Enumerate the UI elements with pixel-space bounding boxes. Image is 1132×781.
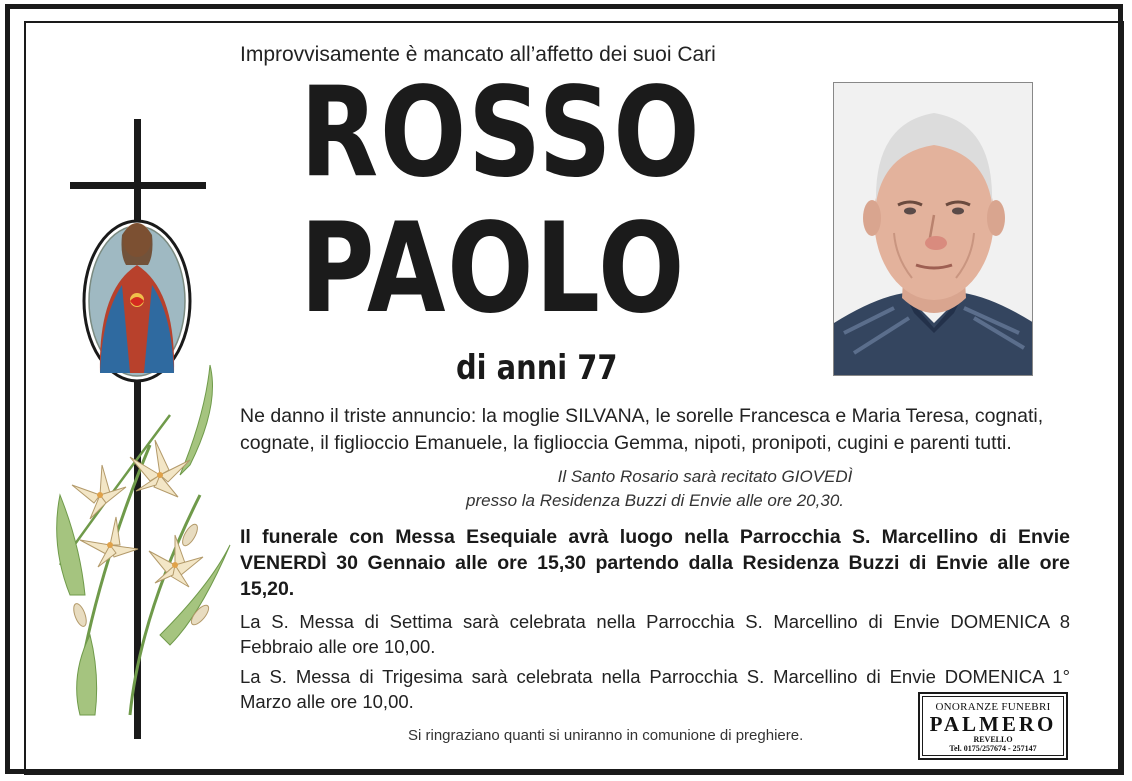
agency-name: PALMERO: [929, 712, 1057, 736]
sacred-heart-medallion: [84, 221, 190, 381]
agency-label: ONORANZE FUNEBRI: [935, 701, 1051, 713]
deceased-firstname: PAOLO: [300, 197, 687, 341]
lily-flowers: [57, 365, 230, 715]
agency-city: REVELLO: [973, 735, 1013, 744]
deceased-photo: [833, 82, 1033, 376]
rosary-line-1: Il Santo Rosario sarà recitato GIOVEDÌ: [557, 467, 853, 486]
rosary-notice: [240, 465, 1070, 513]
deceased-surname: ROSSO: [300, 61, 702, 205]
rosary-line-2: presso la Residenza Buzzi di Envie alle ore 20,30.: [466, 491, 844, 510]
settima-mass-notice: La S. Messa di Settima sarà celebrata nella Parrocchia S. Marcellino di Envie DOMENICA 8 Febbraio alle ore 10,00.: [240, 611, 1070, 657]
announcement-text: Ne danno il triste annuncio: la moglie SILVANA, le sorelle Francesca e Maria Teresa, cognati, cognate, il figlioccio Emanuele, la figlioccia Gemma, nipoti, pronipoti, cugini e parenti tutti.: [240, 405, 1044, 454]
cross-decoration: [40, 115, 240, 745]
portrait-image: [834, 83, 1033, 376]
thanks-line: Si ringraziano quanti si uniranno in comunione di preghiere.: [408, 727, 804, 744]
funeral-notice: Il funerale con Messa Esequiale avrà luogo nella Parrocchia S. Marcellino di Envie VENERDÌ 30 Gennaio alle ore 15,30 partendo dalla Residenza Buzzi di Envie alle ore 15,20.: [240, 526, 1070, 600]
funeral-agency-box: [918, 692, 1068, 760]
deceased-age: di anni 77: [456, 348, 618, 388]
intro-line: Improvvisamente è mancato all’affetto dei suoi Cari: [240, 43, 716, 66]
trigesima-mass-notice: La S. Messa di Trigesima sarà celebrata nella Parrocchia S. Marcellino di Envie DOMENICA 1° Marzo alle ore 10,00.: [240, 666, 1070, 712]
agency-phone: Tel. 0175/257674 - 257147: [949, 744, 1037, 753]
